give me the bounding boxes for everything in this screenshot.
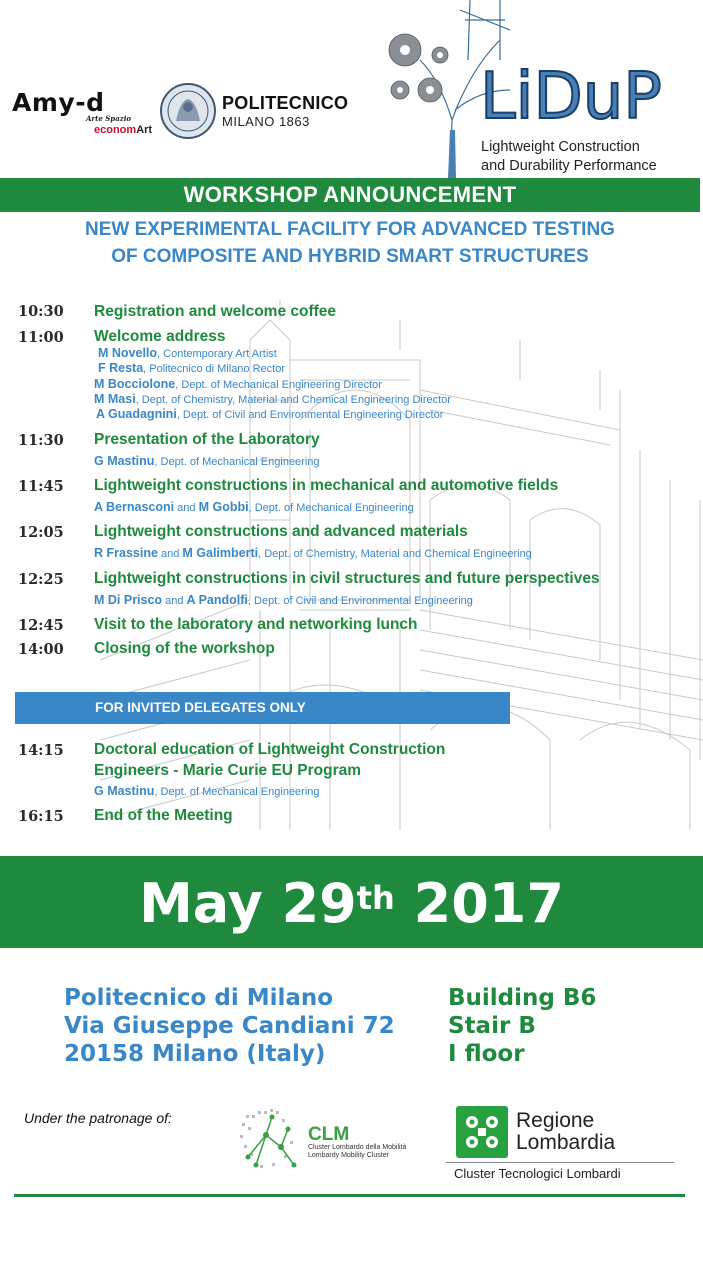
building-info <box>448 984 596 1068</box>
amy-d-logo <box>12 88 153 136</box>
workshop-banner-text: WORKSHOP ANNOUNCEMENT <box>183 182 517 207</box>
lidup-subtitle <box>481 138 657 176</box>
workshop-banner <box>0 178 700 212</box>
address-line3: 20158 Milano (Italy) <box>64 1041 326 1067</box>
schedule-time: 11:30 <box>18 432 64 449</box>
schedule-title-cont: Engineers - Marie Curie EU Program <box>94 762 362 779</box>
speaker-line: M Bocciolone, Dept. of Mechanical Engineering Director <box>94 377 382 391</box>
event-date: May 29th 2017 <box>139 872 564 935</box>
schedule-title: End of the Meeting <box>94 807 233 824</box>
speaker-line: G Mastinu, Dept. of Mechanical Engineering <box>94 454 320 468</box>
divider <box>446 1162 674 1163</box>
regione-lombardia-name: Regione Lombardia <box>516 1109 616 1154</box>
schedule-time: 12:45 <box>18 617 64 634</box>
speaker-line: M Di Prisco and A Pandolfi, Dept. of Civil and Environmental Engineering <box>94 593 473 607</box>
event-subtitle-line1: NEW EXPERIMENTAL FACILITY FOR ADVANCED TESTING <box>85 219 615 240</box>
schedule-title: Doctoral education of Lightweight Construction <box>94 741 446 758</box>
schedule-time: 14:15 <box>18 742 64 759</box>
politecnico-logo <box>222 93 348 129</box>
schedule-time: 12:25 <box>18 571 64 588</box>
speaker-line: F Resta, Politecnico di Milano Rector <box>98 361 285 375</box>
patronage-label: Under the patronage of: <box>24 1110 172 1126</box>
delegates-banner-text: FOR INVITED DELEGATES ONLY <box>95 700 306 715</box>
address-line2: Via Giuseppe Candiani 72 <box>64 1013 395 1039</box>
amy-d-subtext: Arte Spazio <box>86 114 132 123</box>
schedule-time: 11:00 <box>18 329 64 346</box>
lidup-subtitle-line1: Lightweight Construction <box>481 139 640 155</box>
lidup-title-text: LiDuP <box>480 60 662 130</box>
schedule-time: 12:05 <box>18 524 64 541</box>
economart-logo: economArt <box>94 124 153 136</box>
venue-address <box>64 984 395 1068</box>
politecnico-city: MILANO 1863 <box>222 114 310 129</box>
politecnico-seal-icon <box>160 83 216 139</box>
schedule-title: Welcome address <box>94 328 226 345</box>
schedule-title: Lightweight constructions and advanced materials <box>94 523 468 540</box>
speaker-line: A Bernasconi and M Gobbi, Dept. of Mechanical Engineering <box>94 500 414 514</box>
speaker-line: M Masi, Dept. of Chemistry, Material and Chemical Engineering Director <box>94 392 451 406</box>
schedule-title: Lightweight constructions in mechanical and automotive fields <box>94 477 559 494</box>
speaker-line: G Mastinu, Dept. of Mechanical Engineering <box>94 784 320 798</box>
schedule-time: 11:45 <box>18 478 64 495</box>
event-subtitle-line2: OF COMPOSITE AND HYBRID SMART STRUCTURES <box>111 246 589 267</box>
speaker-line: A Guadagnini, Dept. of Civil and Environmental Engineering Director <box>96 407 444 421</box>
amy-d-wordmark: Amy-d <box>12 88 105 117</box>
building-line2: Stair B <box>448 1013 536 1039</box>
clm-logo-name: CLM <box>308 1124 350 1145</box>
event-subtitle <box>0 216 700 270</box>
clm-logo-subtitle: Cluster Lombardo della Mobilità Lombardy Mobility Cluster <box>308 1144 407 1159</box>
schedule-title: Lightweight constructions in civil structures and future perspectives <box>94 570 600 587</box>
regione-lombardia-logo <box>456 1106 508 1158</box>
lidup-wordmark <box>480 58 670 130</box>
lidup-subtitle-line2: and Durability Performance <box>481 158 657 174</box>
regione-lombardia-rose-icon <box>456 1106 508 1158</box>
speaker-line: R Frassine and M Galimberti, Dept. of Chemistry, Material and Chemical Engineering <box>94 546 532 560</box>
schedule-title: Presentation of the Laboratory <box>94 431 320 448</box>
regione-lombardia-subtitle: Cluster Tecnologici Lombardi <box>454 1166 621 1181</box>
politecnico-name: POLITECNICO <box>222 93 349 113</box>
bottom-divider <box>14 1194 685 1197</box>
schedule-title: Registration and welcome coffee <box>94 303 337 320</box>
speaker-line: M Novello, Contemporary Art Artist <box>98 346 277 360</box>
clm-network-icon <box>236 1105 306 1175</box>
schedule-title: Visit to the laboratory and networking lunch <box>94 616 418 633</box>
building-line3: I floor <box>448 1041 525 1067</box>
delegates-banner <box>15 692 510 724</box>
schedule-time: 14:00 <box>18 641 64 658</box>
schedule-time: 16:15 <box>18 808 64 825</box>
building-line1: Building B6 <box>448 985 597 1011</box>
schedule-title: Closing of the workshop <box>94 640 275 657</box>
schedule-time: 10:30 <box>18 303 64 320</box>
date-banner <box>0 856 703 948</box>
address-line1: Politecnico di Milano <box>64 985 334 1011</box>
